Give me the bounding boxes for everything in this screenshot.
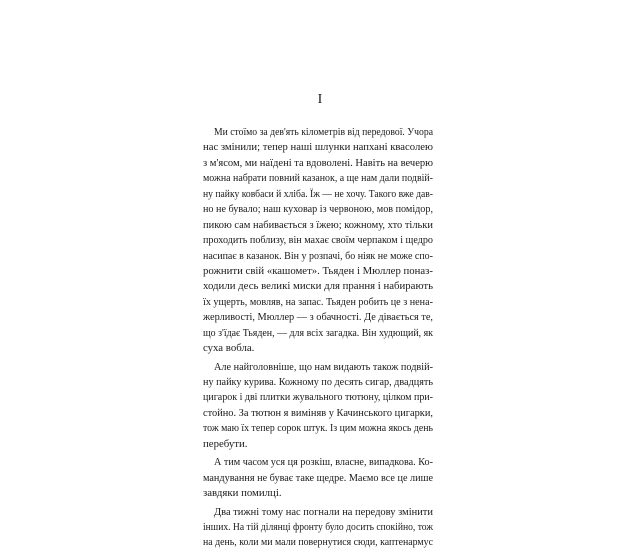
text-line [203, 341, 433, 356]
text-line [203, 406, 433, 421]
line-text: мандування не буває таке щедре. Маємо все це лише [203, 471, 433, 484]
text-line [203, 202, 433, 217]
text-line [203, 187, 433, 202]
line-text: на день, коли ми мали повернутися сюди, каптенармус [203, 536, 433, 549]
line-text: рожнити свій «кашомет». Тьяден і Мюллер поназ- [203, 264, 433, 277]
text-line [203, 360, 433, 375]
text-line [203, 390, 433, 405]
line-text: інших. На тій ділянці фронту було досить спокійно, тож [203, 520, 433, 533]
text-line [203, 171, 433, 186]
text-line [203, 249, 433, 264]
line-text: насипає в казанок. Він у розпачі, бо ніяк не може спо- [203, 249, 434, 262]
text-line [203, 279, 433, 294]
text-line [203, 125, 433, 140]
text-line [203, 421, 433, 436]
line-text: завдяки помилці. [203, 487, 282, 500]
text-line [203, 156, 433, 171]
line-text: жерливості, Мюллер — з обачності. Де дівається те, [203, 311, 434, 324]
chapter-number: I [317, 92, 323, 107]
line-text: пикою сам набивається з їжею; кожному, хто тільки [203, 218, 433, 231]
text-line [203, 218, 433, 233]
text-line [203, 535, 433, 550]
line-text: можна набрати повний казанок, а ще нам дали подвій- [203, 172, 433, 185]
line-text: стойно. За тютюн я виміняв у Качинського цигарки, [203, 406, 434, 419]
text-line [203, 471, 433, 486]
text-line [203, 295, 433, 310]
body-text [203, 125, 433, 551]
line-text: їх ущерть, мовляв, на запас. Тьяден робить це з нена- [203, 295, 433, 308]
text-line [203, 140, 433, 155]
line-text: що з'їдає Тьяден, — для всіх загадка. Він худющий, як [203, 326, 434, 339]
text-line [203, 486, 433, 501]
line-text: ходили десь великі миски для прання і набирають [203, 280, 434, 293]
line-text: Ми стоїмо за дев'ять кілометрів від передової. Учора [214, 126, 433, 138]
text-line [203, 264, 433, 279]
line-text: проходить поблизу, він махає своїм черпаком і щедро [203, 234, 433, 247]
line-text: А тим часом уся ця розкіш, власне, випадкова. Ко- [214, 456, 433, 469]
text-line [203, 437, 433, 452]
line-text: тож маю їх тепер сорок штук. Із цим можна якось день [203, 422, 433, 435]
text-line [203, 310, 433, 325]
line-text: Але найголовніше, що нам видають також подвій- [214, 360, 434, 373]
line-text: нас змінили; тепер наші шлунки напхані квасолею [203, 141, 433, 154]
text-line [203, 505, 433, 520]
text-line [203, 233, 433, 248]
line-text: з м'ясом, ми наїдені та вдоволені. Навіть на вечерю [203, 156, 434, 169]
text-line [203, 375, 433, 390]
text-line [203, 520, 433, 535]
text-line [203, 326, 433, 341]
text-line [203, 455, 433, 470]
line-text: перебути. [203, 437, 248, 450]
line-text: ну пайку ковбаси й хліба. Їж — не хочу. Такого вже дав- [203, 187, 434, 200]
line-text: Два тижні тому нас погнали на передову змінити [214, 505, 434, 518]
line-text: но не бувало; наш куховар із червоною, мов помідор, [203, 203, 434, 216]
line-text: цигарок і дві плитки жувального тютюну, цілком при- [203, 391, 433, 404]
line-text: ну пайку курива. Кожному по десять сигар, двадцять [203, 376, 434, 388]
line-text: суха вобла. [203, 342, 255, 355]
